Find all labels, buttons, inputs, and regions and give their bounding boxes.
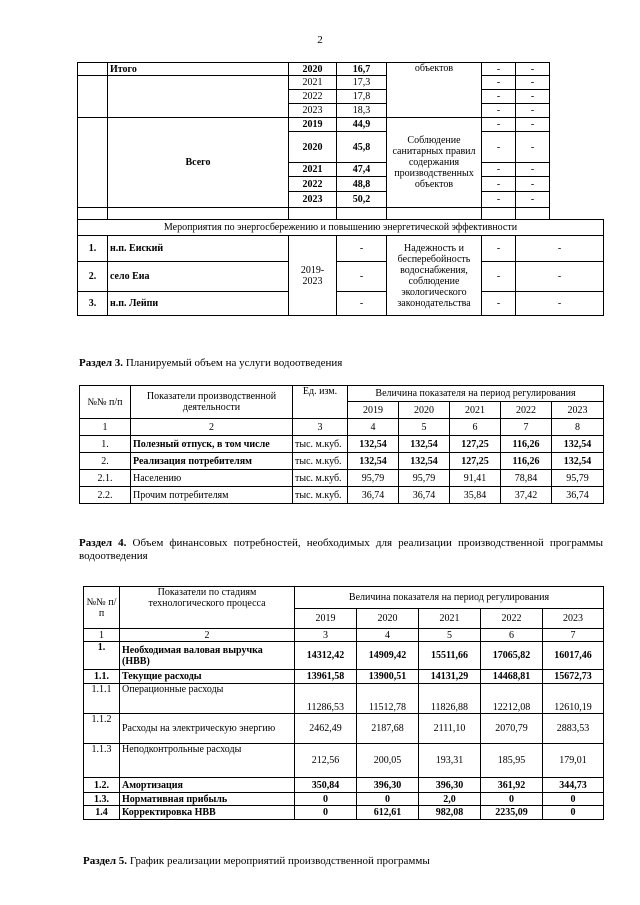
table-row: 2. село Еиа - - - [78, 262, 604, 292]
table-section3 [79, 385, 604, 504]
table-row: 1. Необходимая валовая выручка (НВВ) 14312,42 14909,42 15511,66 17065,82 16017,46 [84, 642, 604, 670]
table-row: 2023 18,3 - - [78, 104, 604, 118]
energy-section-header: Мероприятия по энергосбережению и повышению энергетической эффективности [78, 220, 604, 236]
table-row: 2021 17,3 - - [78, 76, 604, 90]
table-row: 1.2. Амортизация 350,84 396,30 396,30 361,92 344,73 [84, 778, 604, 793]
note-sanitary: Соблюдение санитарных правил содержания производственных объектов [387, 118, 482, 208]
table-row: 3. н.п. Лейпи - - - [78, 292, 604, 316]
table-row: Итого 2020 16,7 объектов - - [78, 63, 604, 76]
page-number: 2 [317, 34, 323, 46]
table-programme-continuation [77, 62, 604, 316]
table-header-row: №№ п/п Показатели по стадиям технологического процесса Величина показателя на период регулирования [84, 587, 604, 609]
table-row: 1.4 Корректировка НВВ 0 612,61 982,08 2235,09 0 [84, 806, 604, 820]
table-index-row: 1 2 3 4 5 6 7 8 [80, 419, 604, 436]
row-label: Всего [108, 118, 289, 208]
table-row: 2021 47,4 - - [78, 163, 604, 177]
table-header-row: 2019 2020 2021 2022 2023 [80, 402, 604, 419]
table-row: 2020 45,8 - - [78, 132, 604, 163]
table-header-row: №№ п/п Показатели производственной деятельности Ед. изм. Величина показателя на период регулирования [80, 386, 604, 402]
table-row: 2.2. Прочим потребителям тыс. м.куб. 36,74 36,74 35,84 37,42 36,74 [80, 487, 604, 504]
table-row: 2022 48,8 - - [78, 177, 604, 192]
table-section4 [83, 586, 604, 820]
table-row [78, 220, 604, 236]
energy-note: Надежность и бесперебойность водоснабжения, соблюдение экологического законодательства [387, 236, 482, 316]
table-row: 1. Полезный отпуск, в том числе тыс. м.куб. 132,54 132,54 127,25 116,26 132,54 [80, 436, 604, 453]
table-row: 2023 50,2 - - [78, 192, 604, 208]
table-row: Всего 2019 44,9 Соблюдение санитарных правил содержания производственных объектов - - [78, 118, 604, 132]
table-header-row: 2019 2020 2021 2022 2023 [84, 609, 604, 629]
section5-title: Раздел 5. График реализации мероприятий производственной программы [83, 855, 430, 867]
table-row [78, 208, 604, 220]
energy-period: 2019-2023 [289, 236, 337, 316]
table-row: 2022 17,8 - - [78, 90, 604, 104]
table-row: 1. н.п. Еиский 2019-2023 - Надежность и бесперебойность водоснабжения, соблюдение экологического законодательства - - [78, 236, 604, 262]
section4-title: Раздел 4. Объем финансовых потребностей, необходимых для реализации производственной программы водоотведения [79, 537, 604, 562]
table-row: 1.1.1 Операционные расходы 11286,53 11512,78 11826,88 12212,08 12610,19 [84, 684, 604, 714]
table-row: 2.1. Населению тыс. м.куб. 95,79 95,79 91,41 78,84 95,79 [80, 470, 604, 487]
table-row: 1.1. Текущие расходы 13961,58 13900,51 14131,29 14468,81 15672,73 [84, 670, 604, 684]
table-row: 1.3. Нормативная прибыль 0 0 2,0 0 0 [84, 793, 604, 806]
note-objects: объектов [387, 63, 482, 118]
section3-title: Раздел 3. Планируемый объем на услуги водоотведения [79, 357, 343, 369]
table-row: 1.1.3 Неподконтрольные расходы 212,56 200,05 193,31 185,95 179,01 [84, 744, 604, 778]
table-index-row: 1 2 3 4 5 6 7 [84, 629, 604, 642]
row-label: Итого [108, 63, 289, 76]
table-row: 2. Реализация потребителям тыс. м.куб. 132,54 132,54 127,25 116,26 132,54 [80, 453, 604, 470]
table-row: 1.1.2 Расходы на электрическую энергию 2462,49 2187,68 2111,10 2070,79 2883,53 [84, 714, 604, 744]
